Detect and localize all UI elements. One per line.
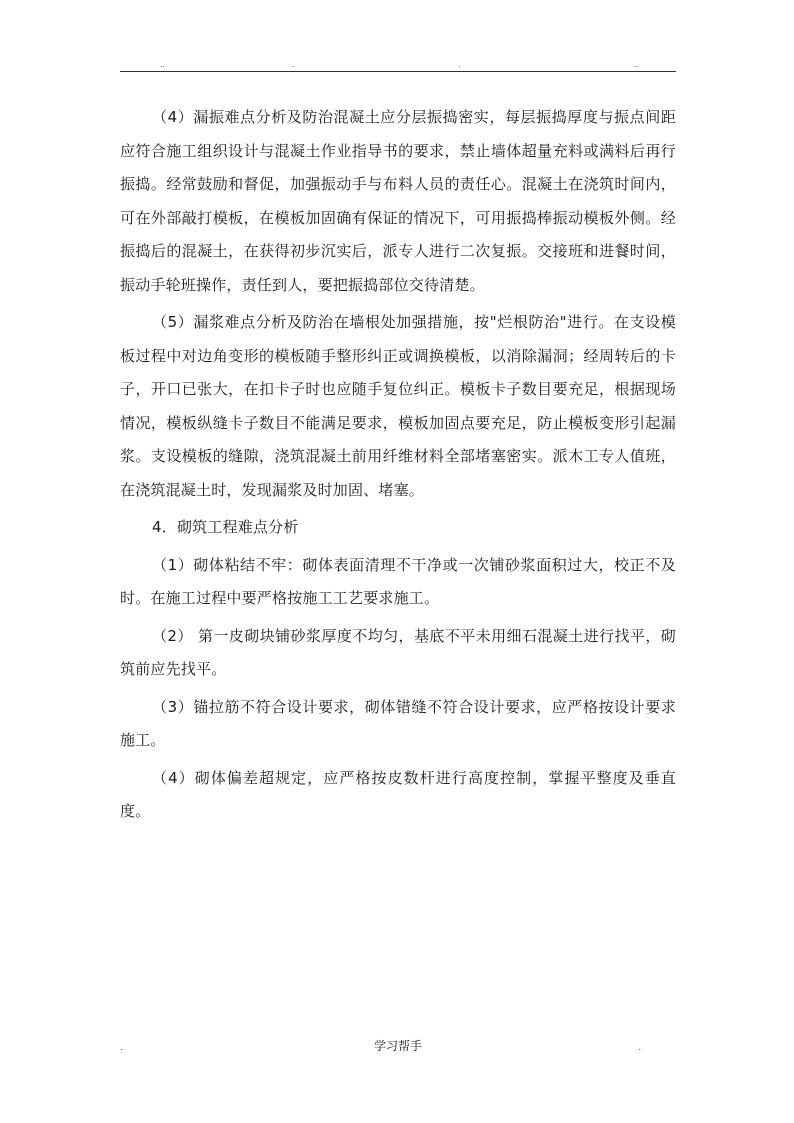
page-header-marks [120, 60, 675, 70]
header-mark: . [292, 60, 295, 69]
paragraph-anchor-bars: （3）锚拉筋不符合设计要求，砌体错缝不符合设计要求，应严格按设计要求施工。 [120, 697, 676, 749]
paragraph-masonry-bond: （1）砌体粘结不牢：砌体表面清理不干净或一次铺砂浆面积过大，校正不及时。在施工过程中要严格按施工工艺要求施工。 [120, 555, 676, 607]
paragraph-masonry-deviation: （4）砌体偏差超规定，应严格按皮数杆进行高度控制，掌握平整度及垂直度。 [120, 768, 676, 820]
footer-left-mark: . [120, 1043, 123, 1052]
footer-right-mark: . [638, 1043, 641, 1052]
section-heading-masonry: 4．砌筑工程难点分析 [152, 518, 299, 536]
header-mark: .. [634, 60, 640, 69]
header-mark: . [458, 60, 461, 69]
page-footer [120, 1041, 676, 1057]
header-mark: .. [160, 60, 166, 69]
paragraph-missed-vibration: （4）漏振难点分析及防治混凝土应分层振捣密实，每层振捣厚度与振点间距应符合施工组织设计与混凝土作业指导书的要求，禁止墙体超量充料或满料后再行振捣。经常鼓励和督促，加强振动手与布料人员的责任心。混凝土在浇筑时间内，可在外部敲打模板，在模板加固确有保证的情况下，可用振捣棒振动模板外侧。经振捣后的混凝土，在获得初步沉实后，派专人进行二次复振。交接班和进餐时间，振动手轮班操作，责任到人，要把振捣部位交待清楚。 [120, 108, 676, 294]
document-body [120, 101, 676, 829]
header-rule [120, 71, 676, 72]
paragraph-first-course-mortar: （2） 第一皮砌块铺砂浆厚度不均匀，基底不平未用细石混凝土进行找平，砌筑前应先找平。 [120, 626, 676, 678]
paragraph-grout-leakage: （5）漏浆难点分析及防治在墙根处加强措施，按"烂根防治"进行。在支设模板过程中对边角变形的模板随手整形纠正或调换模板，以消除漏洞；经周转后的卡子，开口已张大，在扣卡子时也应随手复位纠正。模板卡子数目要充足，根据现场情况，模板纵缝卡子数目不能满足要求，模板加固点要充足，防止模板变形引起漏浆。支设模板的缝隙，浇筑混凝土前用纤维材料全部堵塞密实。派木工专人值班，在浇筑混凝土时，发现漏浆及时加固、堵塞。 [120, 313, 676, 499]
footer-text: 学习帮手 [373, 1039, 422, 1053]
